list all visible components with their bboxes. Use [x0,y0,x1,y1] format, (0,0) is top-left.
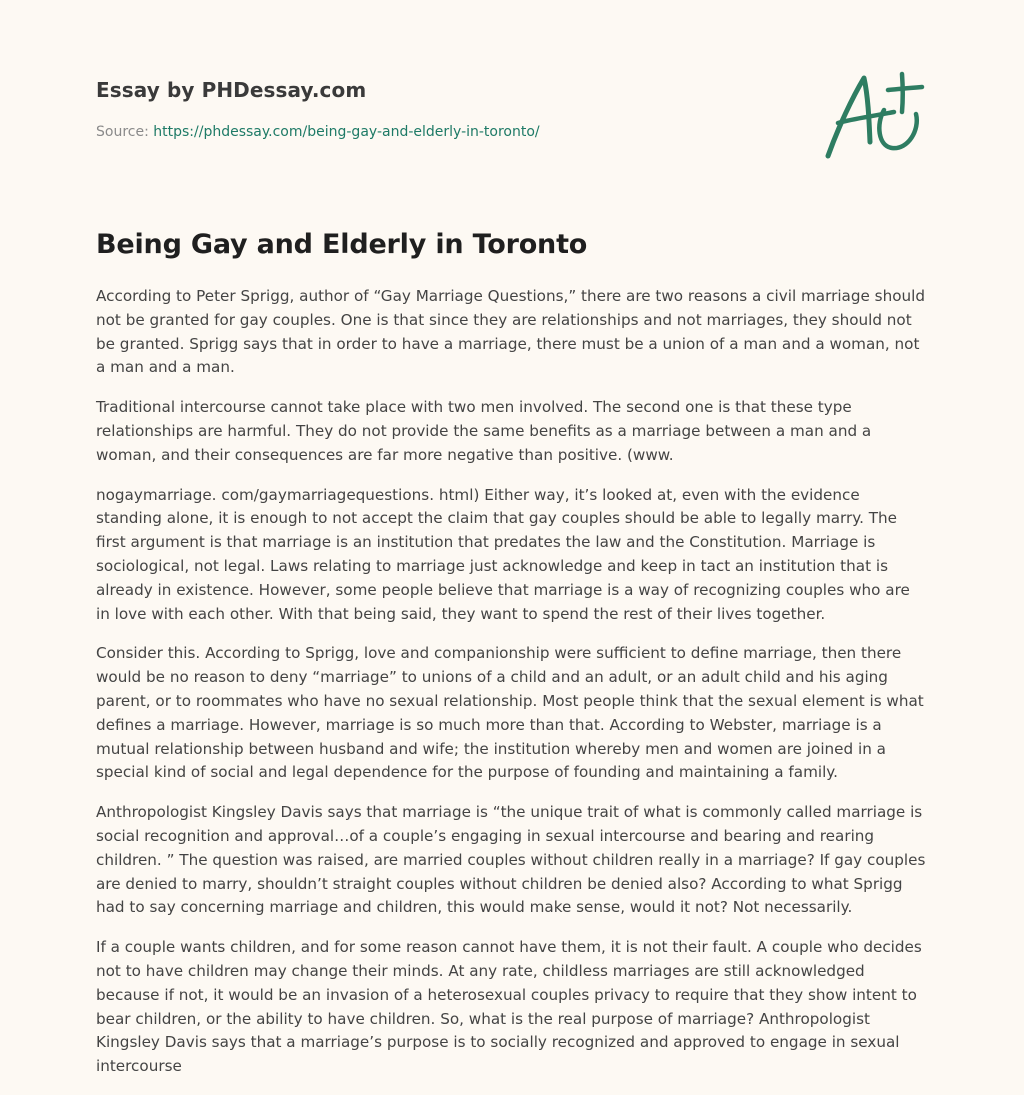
essay-paragraph: If a couple wants children, and for some reason cannot have them, it is not their fault. A couple who decides not to have children may change their minds. At any rate, childless marriages are still acknowledged because if not, it would be an invasion of a heterosexual couples privacy to require that they show intent to bear children, or the ability to have children. So, what is the real purpose of marriage? Anthropologist Kingsley Davis says that a marriage’s purpose is to socially recognized and approved to engage in sexual intercourse [96,938,922,1076]
source-label: Source: [96,124,154,140]
page-header [96,0,928,200]
source-link[interactable]: https://phdessay.com/being-gay-and-elderly-in-toronto/ [153,124,540,140]
essay-title: Being Gay and Elderly in Toronto [96,229,588,260]
a-plus-grade-icon [822,68,926,164]
essay-paragraph: Consider this. According to Sprigg, love and companionship were sufficient to define marriage, then there would be no reason to deny “marriage” to unions of a child and an adult, or an adult child and his aging parent, or to roommates who have no sexual relationship. Most people think that the sexual element is what defines a marriage. However, marriage is so much more than that. According to Webster, marriage is a mutual relationship between husband and wife; the institution whereby men and women are joined in a special kind of social and legal dependence for the purpose of founding and maintaining a family. [96,644,924,782]
essay-paragraph: Anthropologist Kingsley Davis says that marriage is “the unique trait of what is commonly called marriage is social recognition and approval…of a couple’s engaging in sexual intercourse and bearing and rearing children. ” The question was raised, are married couples without children really in a marriage? If gay couples are denied to marry, shouldn’t straight couples without children be denied also? According to what Sprigg had to say concerning marriage and children, this would make sense, would it not? Not necessarily. [96,803,926,917]
essay-paragraph: Traditional intercourse cannot take place with two men involved. The second one is that these type relationships are harmful. They do not provide the same benefits as a marriage between a man and a woman, and their consequences are far more negative than positive. (www. [96,398,872,464]
site-title: Essay by PHDessay.com [96,78,367,102]
essay-paragraph: According to Peter Sprigg, author of “Gay Marriage Questions,” there are two reasons a civil marriage should not be granted for gay couples. One is that since they are relationships and not marriages, they should not be granted. Sprigg says that in order to have a marriage, there must be a union of a man and a woman, not a man and a man. [96,287,925,377]
source-line [96,124,540,140]
essay-page [96,0,928,1076]
essay-body [96,285,928,1095]
essay-paragraph: nogaymarriage. com/gaymarriagequestions. html) Either way, it’s looked at, even with the evidence standing alone, it is enough to not accept the claim that gay couples should be able to legally marry. The first argument is that marriage is an institution that predates the law and the Constitution. Marriage is sociological, not legal. Laws relating to marriage just acknowledge and keep in tact an institution that is already in existence. However, some people believe that marriage is a way of recognizing couples who are in love with each other. With that being said, they want to spend the rest of their lives together. [96,485,910,623]
